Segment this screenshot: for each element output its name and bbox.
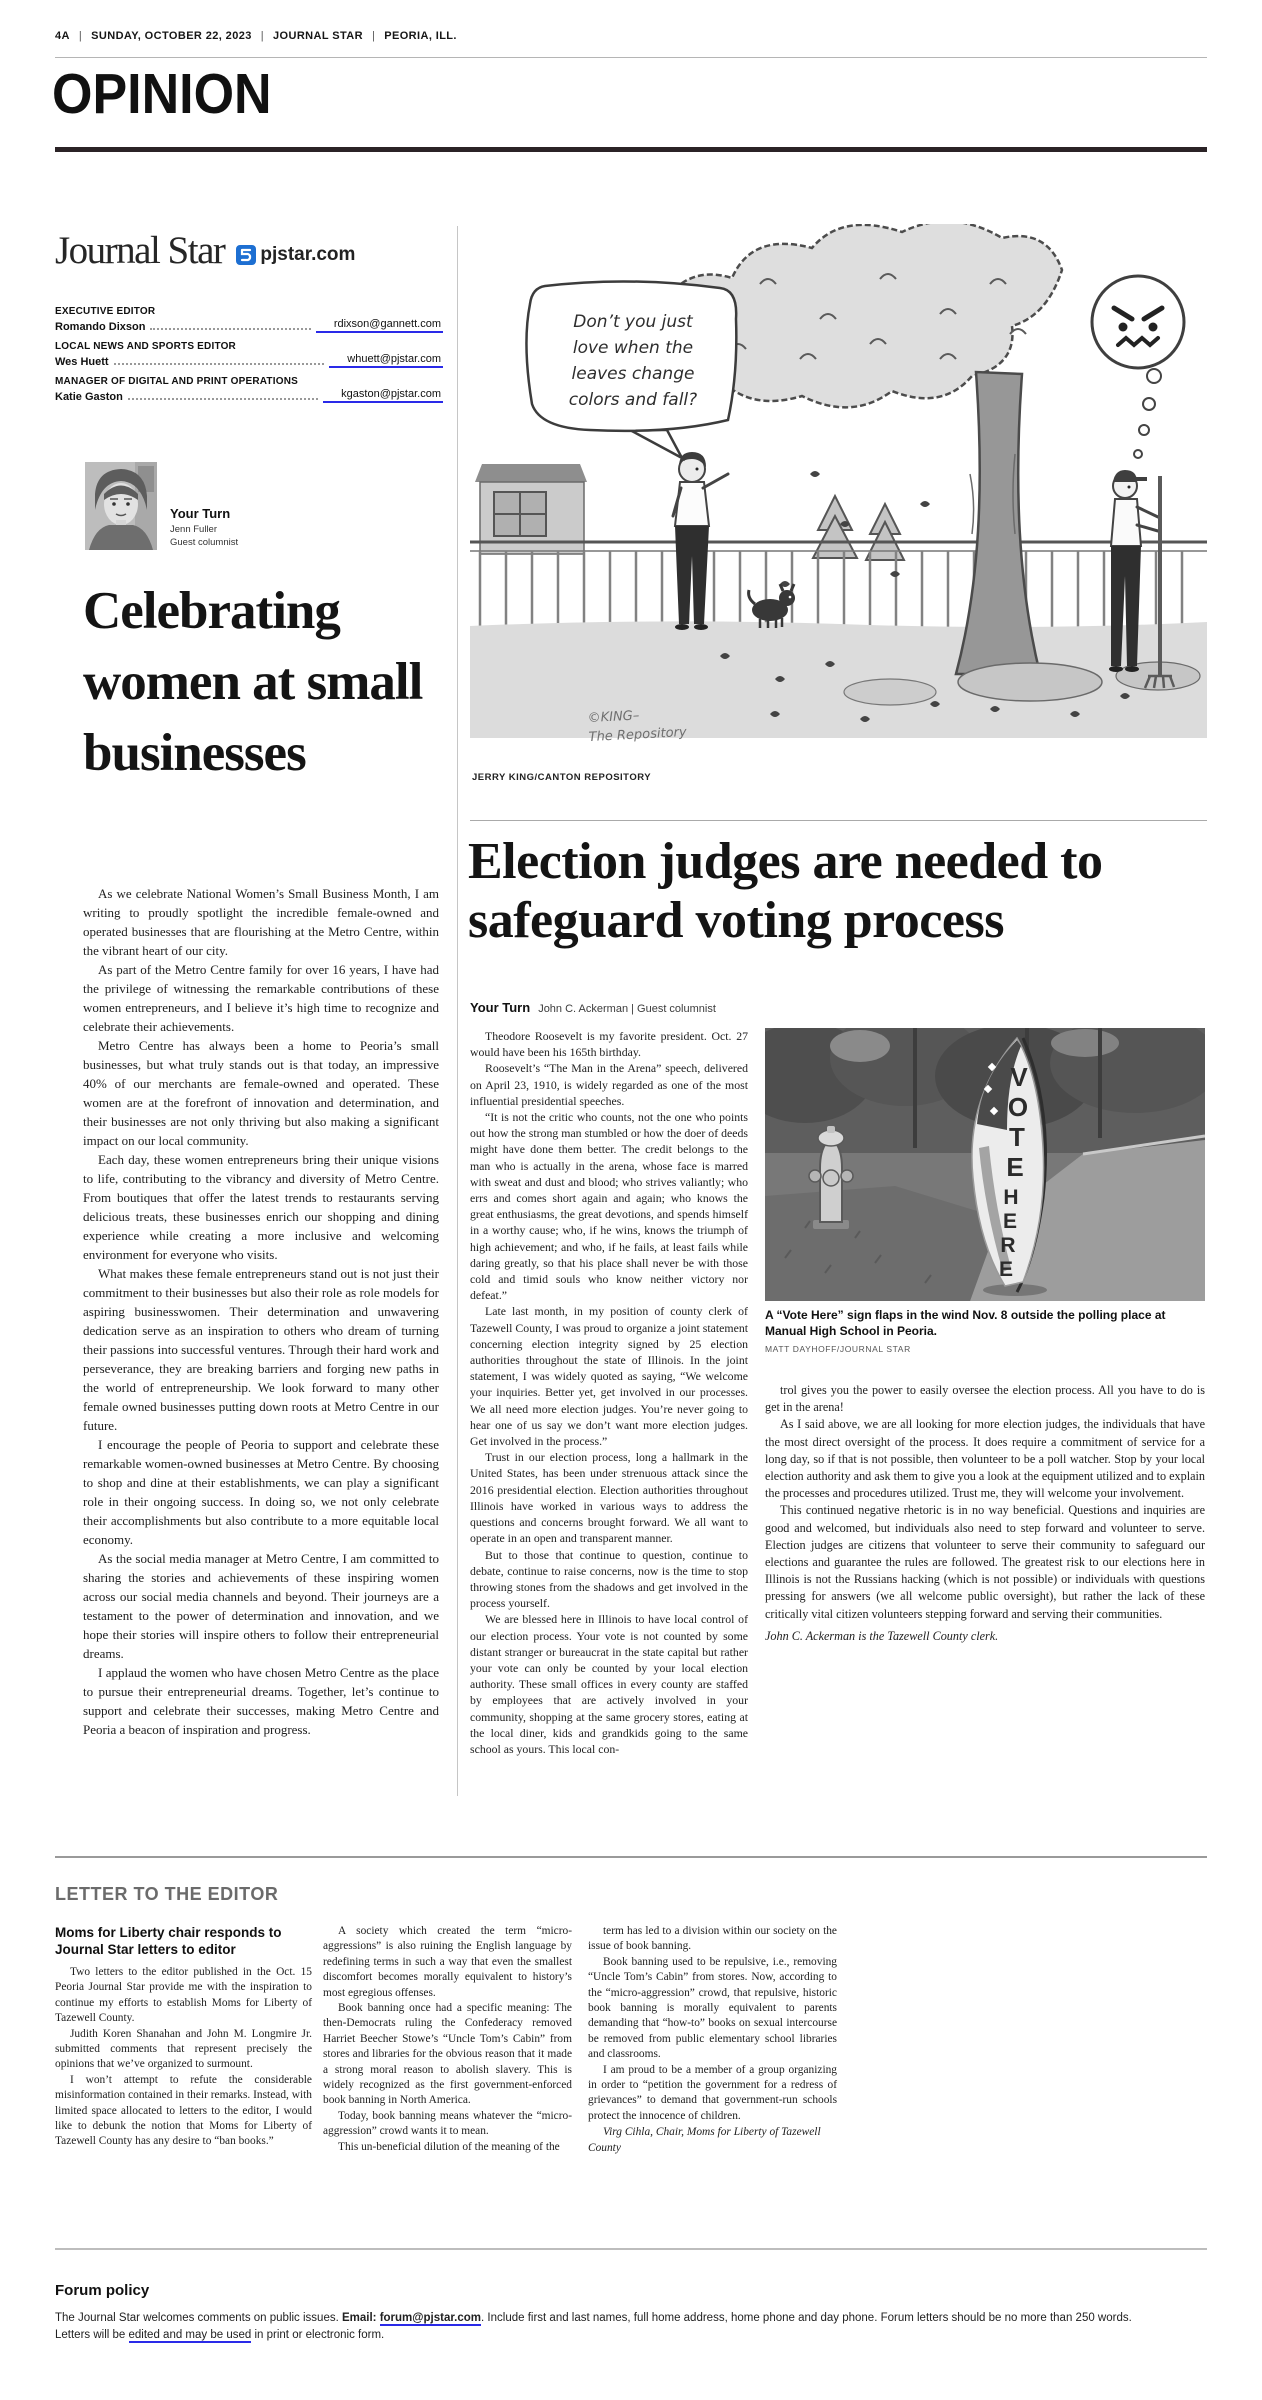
masthead-logo-text: Journal Star [55,229,225,272]
forum-rule [55,2248,1207,2250]
editor-role: EXECUTIVE EDITOR [55,306,156,317]
editor-role: LOCAL NEWS AND SPORTS EDITOR [55,341,236,352]
byline-author: John C. Ackerman | Guest columnist [538,1003,716,1015]
forum-text-segment: The Journal Star welcomes comments on public issues. [55,2312,342,2324]
publication-location: PEORIA, ILL. [384,30,457,42]
speech-line: colors and fall? [568,390,698,410]
article-paragraph: But to those that continue to question, continue to debate, continue to raise concerns, now is the time to stop throwing stones from the shadows and get involved in the process yourself. [470,1547,748,1611]
letter-paragraph: This un-beneficial dilution of the meaning of the [338,2140,560,2153]
svg-text:E: E [1002,1210,1018,1233]
letter-paragraph: Today, book banning means whatever the “micro-aggression” crowd wants it to mean. [323,2109,572,2138]
letter-paragraph: A society which created the term “micro-aggressions” is also ruining the English language by redefining terms in such a way that even the smallest discomfort becomes morally equivalent to history’s most egregious offenses. [323,1925,572,1999]
cartoon-leaf-pile [958,663,1102,701]
svg-text:H: H [1003,1186,1019,1209]
article-paragraph: As part of the Metro Centre family for over 16 years, I have had the privilege of witnessing the remarkable contributions of these women entrepreneurs, and I believe it’s high time to recognize and celebrate their achievements. [83,962,439,1034]
article-paragraph: This continued negative rhetoric is in no way beneficial. Questions and inquiries are good and welcomed, but individuals also need to step forward and volunteer to serve. Election judges are citizens that volunteer to serve their community to safeguard our elections and guarantee the rules are followed. The greatest risk to our elections here in Illinois is not the Russians hacking (which is not possible) or individuals with questions pressing for answers (we all welcome public oversight), but rather the lack of these critically vital citizen volunteers stepping forward and serving their communities. [765,1503,1205,1621]
pjstar-brand [236,244,355,266]
letter-subhead: Moms for Liberty chair responds to Journal Star letters to editor [55,1925,282,1957]
section-title: OPINION [52,63,272,126]
forum-policy-text [55,2310,1160,2343]
separator: | [78,30,83,42]
author-tagline: John C. Ackerman is the Tazewell County clerk. [765,1628,999,1643]
columnist-title: Guest columnist [170,537,239,548]
editor-row [55,318,443,333]
section-rule [55,147,1207,152]
article-paragraph: We are blessed here in Illinois to have local control of our election process. Your vote is not counted by some distant stranger or bureaucrat in the state capital but rather your vote can only be counted by your local election authority. These small offices in every county are staffed by employees that are actively involved in your community, shopping at the same grocery stores, eating at the local diner, kids and grandkids going to the same school as yours. This local con- [470,1612,748,1756]
forum-policy-heading: Forum policy [55,2282,150,2299]
kicker: Your Turn [470,1000,531,1015]
article-paragraph: Late last month, in my position of county clerk of Tazewell County, I was proud to organize a joint statement concerning election integrity signed by 25 election authorities throughout the state of Illinois. In the joint statement, I was widely quoted as saying, “We welcome your inquiries. Better yet, get involved in our processes. We all need more election judges. You’re never going to hear one of us say we don’t want more election judges. Get involved in the process.” [470,1304,748,1449]
letter-paragraph: term has led to a division within our society on the issue of book banning. [588,1925,837,1953]
column-divider [457,226,458,1796]
article-paragraph: Metro Centre has always been a home to Peoria’s small businesses, but what truly stands out is that today, an impressive 40% of our merchants are female-owned and operated. These women are at the forefront of innovation and determination, and their businesses are not only thriving but also making a significant impact on our local community. [83,1038,439,1148]
main-article-byline [470,1000,716,1015]
svg-text:R: R [1000,1234,1016,1257]
editor-list [55,298,443,403]
pjstar-logo-icon [236,245,256,265]
column-article-body [83,884,439,1739]
page-number: 4A [55,30,70,42]
editor-row [55,353,443,368]
forum-text-segment: . Include first and last names, full home address, home phone and day phone. Forum letters should be no more than 250 words. Letters will be [55,2312,1132,2341]
editor-row [55,388,443,403]
header-rule [55,57,1207,58]
angry-face-icon [1092,276,1184,368]
article-paragraph: As the social media manager at Metro Centre, I am committed to sharing the stories and achievements of these inspiring women across our social media channels and beyond. Their journeys are a testament to the power of determination and innovation, and we hope their stories will inspire others to follow their entrepreneurial dreams. [83,1551,439,1661]
letter-paragraph: I won’t attempt to refute the considerable misinformation contained in their remarks. Instead, with limited space allocated to letters to the editor, I would like to debunk the notion that Moms for Liberty of Tazewell County has any desire to “ban books.” [55,2073,312,2148]
main-article-column-2 [765,1382,1205,1645]
columnist-bio [85,462,238,550]
letter-paragraph: I am proud to be a member of a group organizing in order to “petition the government for a redress of grievances” to demand that government-run schools protect the innocence of children. [588,2063,837,2122]
columnist-name: Jenn Fuller [170,524,217,535]
main-article-column-1 [470,1028,748,1757]
editorial-cartoon [470,224,1207,765]
dot-leader [114,363,325,365]
article-paragraph: trol gives you the power to easily oversee the election process. All you have to do is get in the arena! [765,1383,1205,1415]
dot-leader [128,398,318,400]
letters-column-2 [323,1924,572,2155]
article-paragraph: I encourage the people of Peoria to support and celebrate these remarkable women-owned businesses at Metro Centre. By choosing to shop and dine at their establishments, we can play a significant role in their ongoing success. In doing so, we not only celebrate their accomplishments but also contribute to a more equitable local economy. [83,1437,439,1547]
editor-name: Katie Gaston [55,391,123,403]
speech-line: love when the [572,338,694,358]
cartoon-house-roof [475,464,587,482]
letter-paragraph: Book banning once had a specific meaning: The then-Democrats ruling the Confederacy removed Harriet Beecher Stowe’s “Uncle Tom’s Cabin” from stores and libraries for the obvious reason that it made a strong moral reason to abolish slavery. This is widely recognized as the first government-enforced book banning in North America. [323,2002,572,2107]
columnist-headshot [85,462,157,550]
forum-underlined-text[interactable]: edited and may be used [128,2328,252,2341]
editor-role: MANAGER OF DIGITAL AND PRINT OPERATIONS [55,376,298,387]
date: SUNDAY, OCTOBER 22, 2023 [91,30,252,42]
pjstar-site-label: pjstar.com [260,243,356,265]
svg-text:V: V [1010,1062,1028,1092]
letter-paragraph: Two letters to the editor published in the Oct. 15 Peoria Journal Star provide me with the inspiration to continue my efforts to establish Moms for Liberty of Tazewell County. [55,1966,312,2025]
columnist-bio-text [170,506,238,550]
email-label: Email: [341,2312,377,2324]
article-paragraph: Roosevelt’s “The Man in the Arena” speech, delivered on April 23, 1910, is widely regarded as one of the most influential presidential speeches. [470,1061,748,1108]
article-paragraph: What makes these female entrepreneurs stand out is not just their commitment to their businesses but also their role as role models for aspiring businesswomen. Their determination and unwavering dedication serve as an inspiration to others who dream of turning their passions into successful ventures. Through their hard work and perseverance, they are breaking barriers and forging new paths in the world of entrepreneurship. We look forward to many other female owned businesses putting down roots at Metro Centre in our future. [83,1266,439,1433]
letter-paragraph: Book banning used to be repulsive, i.e., removing “Uncle Tom’s Cabin” from stores. Now, according to the “micro-aggression” crowd, that repulsive, historic book banning is morally equivalent to parents demanding that “how-to” books on sexual intercourse be removed from public elementary school libraries and classrooms. [588,1955,837,2061]
editor-email-link[interactable]: whuett@pjstar.com [329,353,443,368]
svg-text:The Repository: The Repository [588,724,687,746]
svg-text:©KING–: ©KING– [587,708,640,727]
letters-heading: LETTER TO THE EDITOR [55,1884,279,1904]
separator: | [260,30,265,42]
article-paragraph: “It is not the critic who counts, not the one who points out how the strong man stumbled or how the doer of deeds might have done them better. The credit belongs to the man who is actually in the arena, whose face is marred with sweat and dust and blood; who strives valiantly; who errs and comes short again and again; who knows the great enthusiasms, the great devotions, and spends himself in a worthy cause; who, if he wins, knows the triumph of high achievement; and who, if he fails, at least fails while daring greatly, so that his place shall never be with those cold and timid souls who know neither victory nor defeat.” [470,1110,748,1303]
article-paragraph: I applaud the women who have chosen Metro Centre as the place to pursue their entrepreneurial dreams. Together, let’s continue to support and celebrate their successes, making Metro Centre and Peoria a beacon of inspiration and progress. [83,1665,439,1737]
article-paragraph: As we celebrate National Women’s Small Business Month, I am writing to proudly spotlight the incredible female-owned and operated businesses that are flourishing at the Metro Centre, within the vibrant heart of our city. [83,886,439,958]
letter-signature: Virg Cihla, Chair, Moms for Liberty of Tazewell County [588,2126,821,2154]
publication-name: JOURNAL STAR [273,30,363,42]
separator: | [371,30,376,42]
letter-paragraph: Judith Koren Shanahan and John M. Longmire Jr. submitted comments that represent precisely the opinions that we’ve organized to surmount. [55,2027,312,2071]
column-article-headline: Celebrating women at small businesses [83,582,423,782]
speech-line: Don’t you just [573,312,693,332]
cartoon-credit: JERRY KING/CANTON REPOSITORY [472,772,652,783]
svg-text:E: E [1006,1152,1024,1182]
svg-text:O: O [1007,1092,1029,1122]
speech-line: leaves change [571,364,695,384]
svg-text:T: T [1009,1122,1025,1152]
article-paragraph: Trust in our election process, long a hallmark in the United States, has been under strenuous attack since the 2016 presidential election. Election authorities throughout Illinois have worked in various ways to address the questions and concerns brought forward. We all want to operate in an open and transparent manner. [470,1450,748,1546]
photo-caption: A “Vote Here” sign flaps in the wind Nov. 8 outside the polling place at Manual High School in Peoria. [765,1308,1166,1338]
masthead [55,228,447,273]
article-paragraph: Each day, these women entrepreneurs bring their unique visions to life, contributing to the vibrancy and diversity of Metro Centre. From boutiques that offer the latest trends to restaurants serving delicious treats, these businesses enrich our shopping and dining experience while creating a more inclusive and welcoming environment for everyone who visits. [83,1152,439,1262]
folio-header [55,30,457,42]
editor-email-link[interactable]: kgaston@pjstar.com [323,388,443,403]
article-rule [470,820,1207,821]
vote-here-photo [765,1028,1205,1301]
photo-credit: MATT DAYHOFF/JOURNAL STAR [765,1344,911,1354]
editor-name: Romando Dixson [55,321,146,333]
main-article-headline: Election judges are needed to safeguard voting process [468,833,1103,949]
forum-text-segment: in print or electronic form. [251,2328,385,2341]
letters-column-1 [55,1924,312,2150]
editor-email-link[interactable]: rdixson@gannett.com [316,318,443,333]
forum-email-link[interactable]: forum@pjstar.com [379,2312,482,2324]
cartoon-leaf-pile [844,679,936,705]
svg-text:E: E [998,1258,1014,1281]
letters-rule [55,1856,1207,1858]
article-paragraph: Theodore Roosevelt is my favorite president. Oct. 27 would have been his 165th birthday. [470,1029,748,1060]
kicker: Your Turn [170,506,231,521]
letters-column-3 [588,1924,837,2156]
dot-leader [150,328,310,330]
article-paragraph: As I said above, we are all looking for more election judges, the individuals that have the most direct oversight of the process. It does require a commitment of service for a long day, so if that is not possible, then volunteer to be a poll watcher. Stop by your local election authority and ask them to give you a look at the equipment utilized and to explain the processes and procedures utilized. Trust me, they will welcome your involvement. [765,1417,1205,1501]
editor-name: Wes Huett [55,356,109,368]
